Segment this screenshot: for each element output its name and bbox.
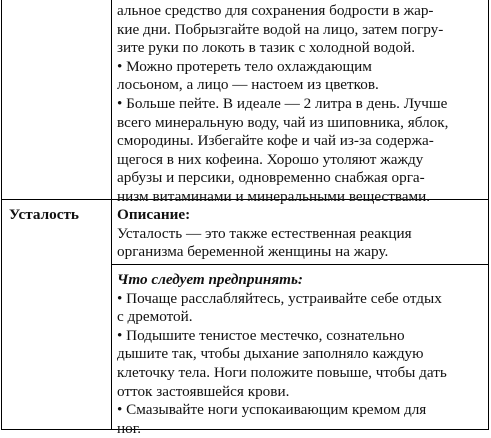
text-line: отток застоявшейся крови. (117, 382, 290, 400)
text-line: арбузы и персики, одновременно снабжая орга- (117, 169, 425, 187)
text-line: зите руки по локоть в тазик с холодной водой. (117, 39, 416, 57)
text-line: • Смазывайте ноги успокаивающим кремом для (117, 401, 427, 419)
text-line: низм витаминами и минеральными веществами. (117, 187, 431, 205)
text-line: организма беременной женщины на жару. (117, 243, 389, 261)
action-block (117, 271, 447, 438)
text-line: Усталость — это также естественная реакция (117, 224, 412, 242)
column-divider (111, 0, 112, 429)
text-line: кие дни. Побрызгайте водой на лицо, затем погру- (117, 20, 444, 38)
section-divider (111, 264, 488, 265)
text-line: • Почаще расслабляйтесь, устраивайте себе отдых (117, 289, 442, 307)
action-heading: Что следует предпринять: (117, 271, 303, 288)
text-line: • Подышите тенистое местечко, сознательно (117, 326, 405, 344)
text-line: • Можно протереть тело охлаждающим (117, 57, 372, 75)
description-block (117, 206, 412, 262)
text-line: дышите так, чтобы дыхание заполняло каждую (117, 345, 424, 363)
condition-name: Усталость (9, 206, 79, 223)
description-heading: Описание: (117, 206, 191, 223)
text-line: • Больше пейте. В идеале — 2 литра в день. Лучше (117, 94, 448, 112)
text-line: щегося в них кофеина. Хорошо утоляют жажду (117, 150, 424, 168)
continued-advice (117, 2, 448, 207)
text-line: клеточку тела. Ноги положите повыше, чтобы дать (117, 363, 447, 381)
text-line: альное средство для сохранения бодрости в жар- (117, 2, 434, 19)
text-line: всего минеральную воду, чай из шиповника, яблок, (117, 113, 449, 131)
text-line: смородины. Избегайте кофе и чай из-за содержа- (117, 132, 434, 150)
text-line: лосьоном, а лицо — настоем из цветков. (117, 76, 379, 94)
text-line: с дремотой. (117, 308, 193, 326)
text-line: ног. (117, 419, 142, 437)
